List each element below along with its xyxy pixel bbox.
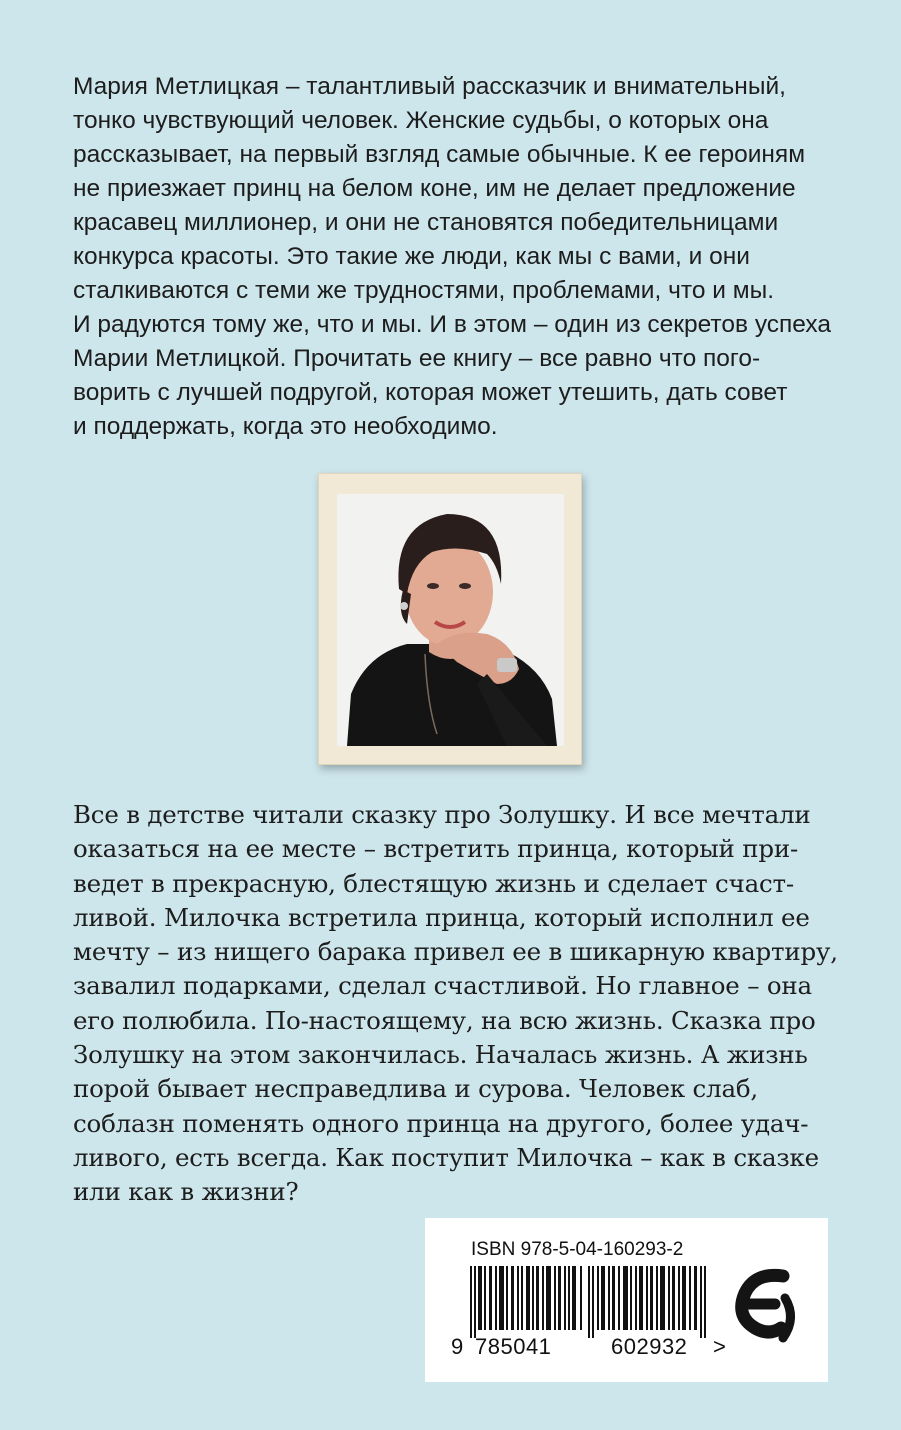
- barcode-digits-right: 602932: [611, 1334, 688, 1359]
- isbn-label: ISBN 978-5-04-160293-2: [471, 1239, 684, 1260]
- barcode-digit-first: 9: [451, 1334, 464, 1359]
- author-description: Мария Метлицкая – талантливый рассказчик и внимательный, тонко чувствующий человек. Женские судьбы, о которых она рассказывает, на первый взгляд самые обычные. К ее героиням не приезжает принц на белом коне, им не делает предложение красавец миллионер, и они не становятся победительницами конкурса красоты. Это такие же люди, как мы с вами, и они сталкиваются с теми же трудностями, проблемами, что и мы. И радуются тому же, что и мы. И в этом – один из секретов успеха Марии Метлицкой. Прочитать ее книгу – все равно что пого- ворить с лучшей подругой, которая может утешить, дать совет и поддержать, когда это необходимо.: [73, 73, 831, 440]
- author-portrait-icon: [337, 494, 564, 746]
- barcode-box: [425, 1218, 828, 1382]
- barcode-digits-left: 785041: [475, 1334, 552, 1359]
- book-synopsis: Все в детстве читали сказку про Золушку. И все мечтали оказаться на ее месте – встретить принца, который при- ведет в прекрасную, блестящую жизнь и сделает счаст- ливой. Милочка встретила принца, который исполнил ее мечту – из нищего барака привел ее в шикарную квартиру, завалил подарками, сделал счастливой. Но главное – она его полюбила. По-настоящему, на всю жизнь. Сказка про Золушку на этом закончилась. Началась жизнь. А жизнь порой бывает несправедлива и сурова. Человек слаб, соблазн поменять одного принца на другого, более удач- ливого, есть всегда. Как поступит Милочка – как в сказке или как в жизни?: [73, 800, 838, 1207]
- author-photo-frame: [318, 473, 582, 765]
- eksmo-logo-icon: [725, 1258, 805, 1358]
- barcode-bars: [470, 1266, 715, 1338]
- barcode-digit-end: >: [713, 1334, 727, 1359]
